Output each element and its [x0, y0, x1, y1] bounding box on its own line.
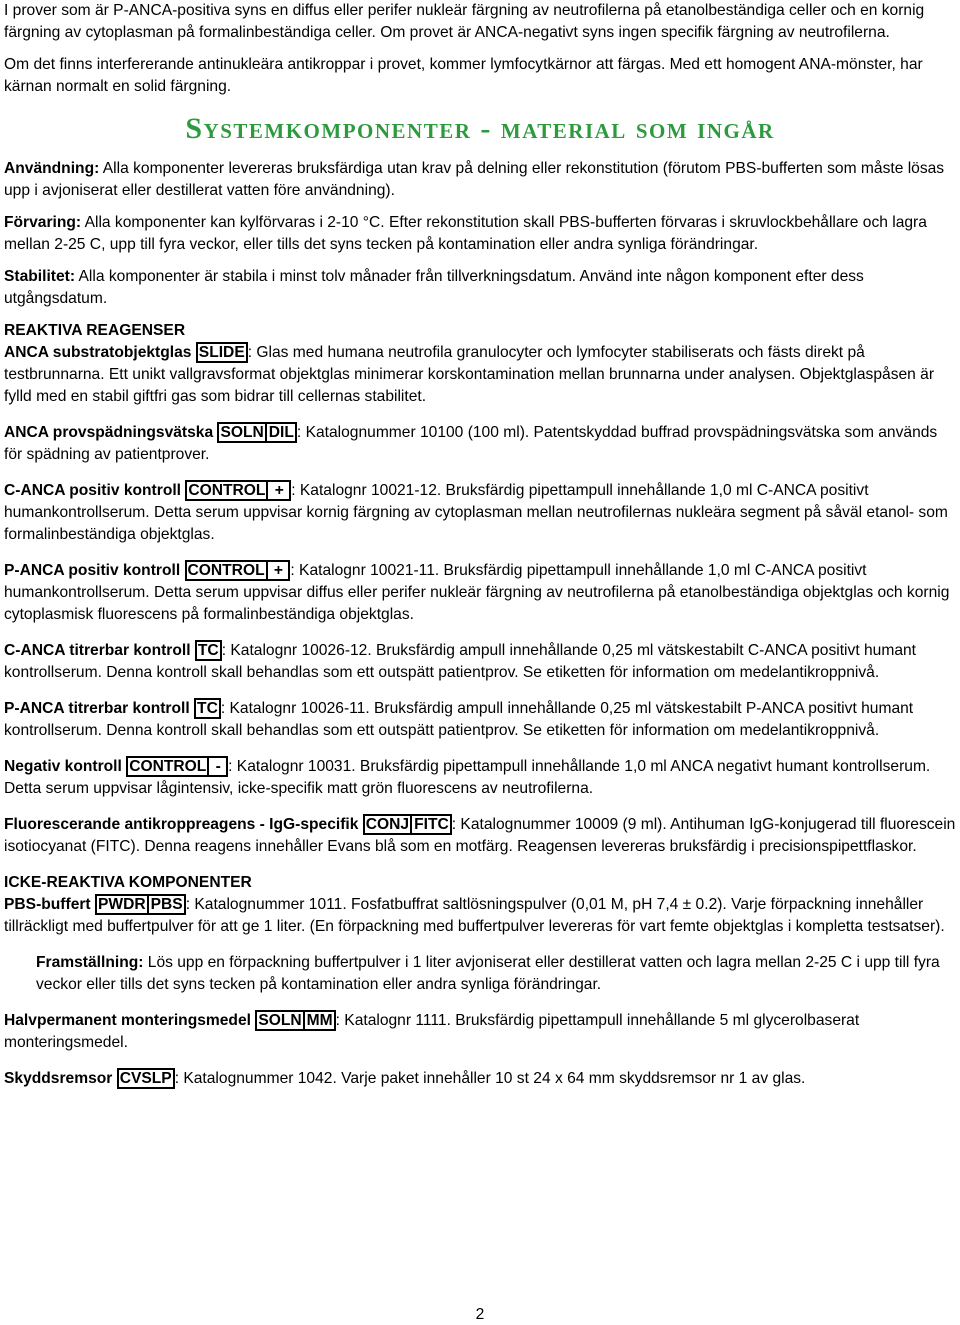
item-name: PBS-buffert [4, 896, 91, 913]
item-text: : Katalognummer 1011. Fosfatbuffrat saltlösningspulver (0,01 M, pH 7,4 ± 0.2). Varje förpackning innehåller tillräckligt med buffertpulver för att ge 1 liter. (En förpackning med buffertpulver levereras för vart femte objektglas i kompletta testsatser). [4, 896, 945, 935]
usage-text: Alla komponenter levereras bruksfärdiga utan krav på delning eller rekonstitution (förutom PBS-bufferten som måste lösas upp i avjoniserat eller destillerat vatten före användning). [4, 160, 945, 199]
item-text: : Katalognr 10021-12. Bruksfärdig pipettampull innehållande 1,0 ml C-ANCA positivt humankontrollserum. Detta serum uppvisar kornig färgning av cytoplasman mellan neutrofilernas nukleära segment på såväl etanol- som formalinbeständiga objektglas. [4, 482, 948, 543]
storage-label: Förvaring: [4, 214, 82, 231]
item-soln-dil [4, 422, 956, 466]
non-reactive-title: ICKE-REAKTIVA KOMPONENTER [4, 874, 252, 891]
item-name: Halvpermanent monteringsmedel [4, 1012, 251, 1029]
preparation-label: Framställning: [36, 954, 144, 971]
symbol-box: CONTROL + [185, 480, 291, 501]
item-text: : Katalognummer 10100 (100 ml). Patentskyddad buffrad provspädningsvätska som används för spädning av patientprover. [4, 424, 938, 463]
item-name: P-ANCA titrerbar kontroll [4, 700, 190, 717]
item-text: : Katalognr 10021-11. Bruksfärdig pipettampull innehållande 1,0 ml C-ANCA positivt humankontrollserum. Detta serum uppvisar diffus eller perifer nukleär färgning av neutrofilerna på etanolbeständiga objektglas och kornig cytoplasmisk fluorescens på formalinbeständiga objektglas. [4, 562, 950, 623]
stability-text: Alla komponenter är stabila i minst tolv månader från tillverkningsdatum. Använd inte någon komponent efter dess utgångsdatum. [4, 268, 864, 307]
item-name: ANCA substratobjektglas [4, 344, 192, 361]
item-pbs-buffer [4, 894, 956, 938]
item-p-anca-positive [4, 560, 956, 626]
usage-paragraph [4, 158, 956, 202]
item-text: : Katalognr 10031. Bruksfärdig pipettampull innehållande 1,0 ml ANCA negativt humant kontrollserum. Detta serum uppvisar lågintensiv, icke-specifik matt grön fluorescens av neutrofilerna. [4, 758, 931, 797]
symbol-box: CONJ FITC [363, 814, 452, 835]
item-name: Fluorescerande antikroppreagens - IgG-specifik [4, 816, 359, 833]
symbol-box: SLIDE [196, 342, 248, 363]
item-text: : Glas med humana neutrofila granulocyter och lymfocyter stabiliserats och fästs direkt på testbrunnarna. Ett unikt vallgravsformat objektglas minimerar korskontamination mellan brunnarna under analysen. Objektglaspåsen är fylld med en stabil giftfri gas som bidrar till cellernas stabilitet. [4, 344, 935, 405]
symbol-box: SOLN DIL [217, 422, 296, 443]
intro-paragraph-1: I prover som är P-ANCA-positiva syns en diffus eller perifer nukleär färgning av neutrofilerna på etanolbeständiga celler och en kornig färgning av cytoplasman på formalinbeständiga celler. Om provet är ANCA-negativt syns ingen specifik färgning av neutrofilerna. [4, 2, 925, 41]
item-text: : Katalognr 10026-12. Bruksfärdig ampull innehållande 0,25 ml vätskestabilt C-ANCA positivt humant kontrollserum. Denna kontroll skall behandlas som ett outspätt patientprov. Se etiketten för information om medelantikroppnivå. [4, 642, 916, 681]
item-mounting-medium [4, 1010, 956, 1054]
document-page [4, 0, 956, 1090]
item-c-anca-positive [4, 480, 956, 546]
item-c-anca-titratable [4, 640, 956, 684]
storage-paragraph [4, 212, 956, 256]
intro-paragraph-2: Om det finns interfererande antinukleära antikroppar i provet, kommer lymfocytkärnor att färgas. Med ett homogent ANA-mönster, har kärnan normalt en solid färgning. [4, 56, 923, 95]
preparation-text: Lös upp en förpackning buffertpulver i 1 liter avjoniserat eller destillerat vatten och lagra mellan 2-25 C i upp till fyra veckor eller tills det syns tecken på kontamination eller andra synliga förändringar. [36, 954, 940, 993]
usage-label: Användning: [4, 160, 100, 177]
symbol-box: TC [194, 698, 221, 719]
item-p-anca-titratable [4, 698, 956, 742]
stability-paragraph [4, 266, 956, 310]
item-name: Negativ kontroll [4, 758, 122, 775]
item-name: P-ANCA positiv kontroll [4, 562, 181, 579]
reactive-reagents-title: REAKTIVA REAGENSER [4, 322, 186, 339]
page-number: 2 [475, 1306, 485, 1323]
symbol-box: CONTROL - [126, 756, 228, 777]
item-name: Skyddsremsor [4, 1070, 113, 1087]
item-name: C-ANCA positiv kontroll [4, 482, 182, 499]
symbol-box: PWDR PBS [95, 894, 186, 915]
item-name: C-ANCA titrerbar kontroll [4, 642, 191, 659]
stability-label: Stabilitet: [4, 268, 76, 285]
item-text: : Katalognummer 10009 (9 ml). Antihuman IgG-konjugerad till fluorescein isotiocyanat (FITC). Denna reagens innehåller Evans blå som en motfärg. Reagensen levereras bruksfärdig i precisionspipettflaskor. [4, 816, 956, 855]
symbol-box: TC [195, 640, 222, 661]
preparation-paragraph [4, 952, 956, 996]
symbol-box: CVSLP [117, 1068, 175, 1089]
item-negative-control [4, 756, 956, 800]
symbol-box: CONTROL + [185, 560, 291, 581]
item-name: ANCA provspädningsvätska [4, 424, 214, 441]
item-text: : Katalognr 1111. Bruksfärdig pipettampull innehållande 5 ml glycerolbaserat monteringsmedel. [4, 1012, 860, 1051]
item-coverslips [4, 1068, 956, 1090]
item-text: : Katalognummer 1042. Varje paket innehåller 10 st 24 x 64 mm skyddsremsor nr 1 av glas. [174, 1070, 806, 1087]
symbol-box: SOLN MM [255, 1010, 335, 1031]
item-text: : Katalognr 10026-11. Bruksfärdig ampull innehållande 0,25 ml vätskestabilt P-ANCA positivt humant kontrollserum. Denna kontroll skall behandlas som ett outspätt patientprov. Se etiketten för information om medelantikroppnivå. [4, 700, 914, 739]
item-conjugate [4, 814, 956, 858]
section-heading: Systemkomponenter - material som ingår [185, 112, 775, 145]
item-slide [4, 342, 956, 408]
storage-text: Alla komponenter kan kylförvaras i 2-10 °C. Efter rekonstitution skall PBS-bufferten förvaras i skruvlockbehållare och lagra mellan 2-25 C, upp till fyra veckor, eller tills det syns tecken på kontamination eller andra synliga förändringar. [4, 214, 927, 253]
